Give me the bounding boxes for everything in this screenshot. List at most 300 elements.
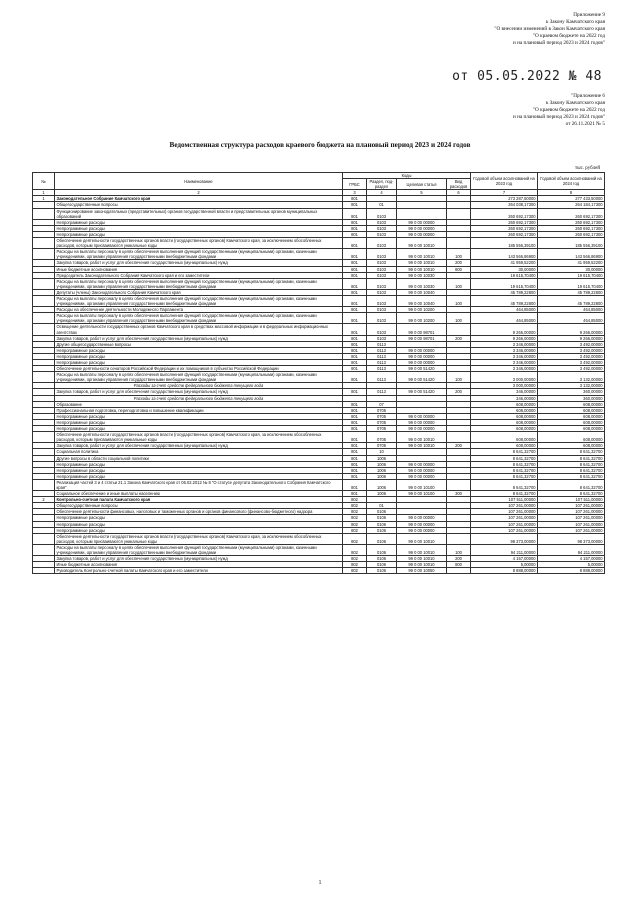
header-name: Наименование [55, 173, 343, 190]
row-target: 99 0 00 10010 [397, 260, 447, 266]
row-name: Обеспечение деятельности сенаторов Российской Федерации и их помощников в субъектах Российской Федерации [55, 366, 343, 372]
row-amount-2024: 260 692,17300 [538, 225, 605, 231]
row-name: Социальная политика [55, 449, 343, 455]
row-grbs: 801 [343, 238, 367, 249]
appendix-line: "О краевом бюджете на 2022 год [532, 33, 605, 39]
row-amount-2024: 8 888,00000 [538, 568, 605, 574]
row-grbs: 801 [343, 307, 367, 313]
row-grbs: 801 [343, 467, 367, 473]
row-name: Непрограммные расходы [55, 413, 343, 419]
row-name: Расходы за счет средств федерального бюджета текущего года [55, 383, 343, 389]
row-amount-2024: 185 556,39100 [538, 238, 605, 249]
row-name: Непрограммные расходы [55, 231, 343, 237]
row-section: 0103 [367, 208, 397, 219]
row-amount-2023: 185 556,39100 [471, 238, 538, 249]
row-grbs: 801 [343, 389, 367, 395]
row-target: 99 0 00 10010 [397, 544, 447, 555]
row-grbs: 801 [343, 202, 367, 208]
row-exptype: 200 [447, 260, 471, 266]
row-exptype: 200 [447, 443, 471, 449]
row-section: 0106 [367, 515, 397, 521]
row-target: 99 0 00 00000 [397, 219, 447, 225]
row-section: 0106 [367, 533, 397, 544]
row-name: Закупка товаров, работ и услуг для обеспечения государственных (муниципальных) нужд [55, 335, 343, 341]
row-amount-2023: 346,00000 [471, 395, 538, 401]
row-section: 0106 [367, 556, 397, 562]
row-section: 0113 [367, 360, 397, 366]
row-name: Функционирование законодательных (представительных) органов государственной власти и представительных органов муниципальных образований [55, 208, 343, 219]
row-section: 0103 [367, 249, 397, 260]
header-target: Целевая статья [397, 179, 447, 190]
appendix-9-header [494, 12, 605, 47]
row-grbs: 802 [343, 556, 367, 562]
row-amount-2023: 3 346,00000 [471, 360, 538, 366]
row-number [33, 479, 55, 490]
row-amount-2023: 9 266,00000 [471, 335, 538, 341]
row-grbs: 802 [343, 515, 367, 521]
row-name: Обеспечение деятельности государственных органов власти (государственных органов) Камчатского края, за исключением обособленных расходов, которым присваиваются уникальные коды [55, 432, 343, 443]
column-number: 3 [343, 190, 367, 196]
appendix-line: и на плановый период 2023 и 2024 годов" [513, 40, 605, 46]
row-name: Расходы на обеспечение деятельности Молодежного Парламента [55, 307, 343, 313]
row-grbs: 802 [343, 527, 367, 533]
row-amount-2023: 98 373,00000 [471, 533, 538, 544]
row-amount-2024: 260 692,17300 [538, 231, 605, 237]
table-row [33, 432, 605, 443]
row-name: Непрограммные расходы [55, 353, 343, 359]
row-amount-2024: 45 789,22800 [538, 295, 605, 306]
row-grbs: 802 [343, 568, 367, 574]
row-section: 0103 [367, 272, 397, 278]
row-exptype [447, 238, 471, 249]
row-amount-2024: 19 615,70400 [538, 272, 605, 278]
row-amount-2023: 8 641,32700 [471, 455, 538, 461]
row-grbs: 802 [343, 544, 367, 555]
row-amount-2023: 264 038,17300 [471, 202, 538, 208]
row-amount-2023: 3 346,00000 [471, 366, 538, 372]
row-target: 99 0 00 00000 [397, 461, 447, 467]
row-target: 99 0 00 10040 [397, 289, 447, 295]
row-section: 0705 [367, 432, 397, 443]
header-codes: Коды [343, 173, 471, 179]
row-amount-2024: 260 692,17300 [538, 219, 605, 225]
row-amount-2024: 9 266,00000 [538, 335, 605, 341]
row-number [33, 372, 55, 383]
row-target: 99 0 00 98701 [397, 324, 447, 335]
row-section: 1006 [367, 479, 397, 490]
row-section: 0106 [367, 527, 397, 533]
appendix-line: Приложение 9 [573, 12, 605, 18]
row-grbs: 801 [343, 278, 367, 289]
row-section: 0103 [367, 219, 397, 225]
row-amount-2023: 107 261,00000 [471, 521, 538, 527]
row-amount-2023: 9 266,00000 [471, 324, 538, 335]
row-amount-2024: 608,00000 [538, 426, 605, 432]
row-target: 99 0 00 51420 [397, 372, 447, 383]
row-amount-2023: 8 641,32700 [471, 449, 538, 455]
row-grbs: 801 [343, 426, 367, 432]
row-number [33, 295, 55, 306]
table-row [33, 568, 605, 574]
row-amount-2024: 30,00000 [538, 266, 605, 272]
appendix-6-header [513, 93, 605, 128]
row-section: 0113 [367, 353, 397, 359]
table-row [33, 238, 605, 249]
row-name: Обеспечение деятельности финансовых, налоговых и таможенных органов и органов финансового (финансово-бюджетного) надзора [55, 509, 343, 515]
row-amount-2024: 9 266,00000 [538, 324, 605, 335]
row-name: Расходы на выплаты персоналу в целях обеспечения выполнения функций государственными (муниципальными) органами, казенными учреждениями, органами управления государственными внебюджетными фондами [55, 295, 343, 306]
table-body [33, 196, 605, 574]
row-target: 99 0 00 10040 [397, 295, 447, 306]
row-section: 0103 [367, 231, 397, 237]
row-amount-2023: 30,00000 [471, 266, 538, 272]
header-2023: Годовой объем ассигнований на 2023 год [471, 173, 538, 190]
row-section: 0113 [367, 341, 397, 347]
row-section: 0103 [367, 278, 397, 289]
row-exptype [447, 208, 471, 219]
row-amount-2023: 608,00000 [471, 419, 538, 425]
row-amount-2023: 107 511,00000 [471, 497, 538, 503]
row-amount-2023: 3 000,00000 [471, 372, 538, 383]
row-grbs: 801 [343, 313, 367, 324]
row-target: 99 0 00 00000 [397, 413, 447, 419]
row-grbs: 801 [343, 491, 367, 497]
row-number [33, 544, 55, 555]
row-amount-2023: 8 641,32700 [471, 491, 538, 497]
appendix-line: от 26.11.2021 № 5 [565, 121, 605, 127]
table-row [33, 278, 605, 289]
row-target: 99 0 00 00000 [397, 347, 447, 353]
row-section: 0113 [367, 366, 397, 372]
row-amount-2023: 19 615,70400 [471, 272, 538, 278]
appendix-line: "О внесении изменений в Закон Камчатского края [494, 26, 605, 32]
row-amount-2024: 45 789,22800 [538, 289, 605, 295]
row-target: 99 0 00 10010 [397, 533, 447, 544]
row-amount-2024: 264 184,17300 [538, 202, 605, 208]
row-amount-2023: 5,00000 [471, 562, 538, 568]
row-section: 0106 [367, 568, 397, 574]
row-exptype [447, 568, 471, 574]
column-number: 2 [55, 190, 343, 196]
row-name: Непрограммные расходы [55, 360, 343, 366]
row-name: Непрограммные расходы [55, 467, 343, 473]
row-amount-2023: 4 157,00000 [471, 556, 538, 562]
row-grbs: 801 [343, 407, 367, 413]
row-amount-2024: 464,85000 [538, 307, 605, 313]
row-exptype: 100 [447, 544, 471, 555]
table-row [33, 324, 605, 335]
row-grbs: 801 [343, 401, 367, 407]
row-name: Непрограммные расходы [55, 473, 343, 479]
row-name: Руководитель Контрольно-счетной палаты Камчатского края и его заместители [55, 568, 343, 574]
row-amount-2024: 3 492,00000 [538, 366, 605, 372]
row-name: Закупка товаров, работ и услуг для обеспечения государственных (муниципальных) нужд [55, 260, 343, 266]
row-target: 99 0 00 10010 [397, 266, 447, 272]
row-amount-2024: 8 641,32700 [538, 461, 605, 467]
row-grbs: 801 [343, 419, 367, 425]
row-amount-2024: 19 615,70400 [538, 278, 605, 289]
row-name: Расходы на выплаты персоналу в целях обеспечения выполнения функций государственными (муниципальными) органами, казенными учреждениями, органами управления государственными внебюджетными фондами [55, 313, 343, 324]
row-grbs: 801 [343, 260, 367, 266]
column-number: 8 [538, 190, 605, 196]
row-amount-2024: 8 641,32700 [538, 491, 605, 497]
row-target: 99 0 00 10030 [397, 278, 447, 289]
row-number [33, 208, 55, 219]
row-section: 0106 [367, 509, 397, 515]
row-amount-2023: 608,00000 [471, 443, 538, 449]
row-amount-2024: 4 157,00000 [538, 556, 605, 562]
row-name: Реализация частей 3 и 4 статьи 21.1 Закона Камчатского края от 06.02.2012 № 8 "О статусе депутата Законодательного Собрания Камчатского края" [55, 479, 343, 490]
row-grbs: 801 [343, 249, 367, 260]
row-exptype [447, 324, 471, 335]
row-name: Обеспечение деятельности государственных органов власти (государственных органов) Камчатского края, за исключением обособленных расходов, которым присваиваются уникальные коды [55, 238, 343, 249]
row-name: Контрольно-счетная палата Камчатского края [55, 497, 343, 503]
row-exptype [447, 432, 471, 443]
row-grbs: 801 [343, 272, 367, 278]
row-amount-2023: 8 641,32700 [471, 461, 538, 467]
row-section: 1006 [367, 467, 397, 473]
row-name: Общегосударственные вопросы [55, 202, 343, 208]
row-amount-2024: 608,00000 [538, 432, 605, 443]
row-name: Другие вопросы в области социальной политики [55, 455, 343, 461]
units-label: тыс. рублей [575, 166, 600, 171]
row-target: 99 0 00 10010 [397, 238, 447, 249]
row-target: 99 0 00 10010 [397, 562, 447, 568]
row-amount-2023: 608,00000 [471, 401, 538, 407]
row-grbs: 801 [343, 360, 367, 366]
row-grbs: 801 [343, 295, 367, 306]
row-name: Непрограммные расходы [55, 347, 343, 353]
row-amount-2023: 8 641,32700 [471, 479, 538, 490]
row-grbs: 801 [343, 353, 367, 359]
row-target: 99 0 00 00000 [397, 521, 447, 527]
table-row [33, 533, 605, 544]
row-name: Иные бюджетные ассигнования [55, 562, 343, 568]
row-name: Расходы на выплаты персоналу в целях обеспечения выполнения функций государственными (муниципальными) органами, казенными учреждениями, органами управления государственными внебюджетными фондами [55, 249, 343, 260]
row-amount-2023: 8 888,00000 [471, 568, 538, 574]
table-row [33, 479, 605, 490]
row-section: 01 [367, 202, 397, 208]
row-amount-2024: 260 692,17300 [538, 208, 605, 219]
row-exptype [447, 479, 471, 490]
row-target: 99 0 00 10100 [397, 479, 447, 490]
row-amount-2023: 3 000,00000 [471, 383, 538, 389]
row-amount-2024: 360,00000 [538, 389, 605, 395]
row-target: 99 0 00 10100 [397, 491, 447, 497]
row-number [33, 324, 55, 335]
column-number: 7 [471, 190, 538, 196]
row-name: Непрограммные расходы [55, 419, 343, 425]
row-target: 99 0 00 98701 [397, 335, 447, 341]
row-section: 0103 [367, 313, 397, 324]
row-name: Непрограммные расходы [55, 461, 343, 467]
header-grbs: ГРБС [343, 179, 367, 190]
row-target: 99 0 00 10010 [397, 249, 447, 260]
row-section: 0113 [367, 389, 397, 395]
row-amount-2024: 608,00000 [538, 407, 605, 413]
row-name: Закупка товаров, работ и услуг для обеспечения государственных (муниципальных) нужд [55, 389, 343, 395]
row-grbs: 801 [343, 266, 367, 272]
row-target: 99 0 00 10010 [397, 556, 447, 562]
column-number: 4 [367, 190, 397, 196]
row-amount-2024: 608,00000 [538, 401, 605, 407]
row-amount-2023: 19 615,70400 [471, 278, 538, 289]
row-amount-2023: 273 287,50000 [471, 196, 538, 202]
table-row [33, 249, 605, 260]
row-section: 0113 [367, 372, 397, 383]
expenditure-table [32, 172, 605, 574]
row-exptype: 800 [447, 266, 471, 272]
row-amount-2024: 8 641,32700 [538, 473, 605, 479]
row-number: 2 [33, 497, 55, 503]
row-exptype: 100 [447, 295, 471, 306]
row-amount-2024: 8 641,32700 [538, 467, 605, 473]
row-target: 99 0 00 10200 [397, 313, 447, 324]
row-amount-2024: 107 261,00000 [538, 527, 605, 533]
row-target: 99 0 00 00000 [397, 360, 447, 366]
row-amount-2023: 143 566,86900 [471, 249, 538, 260]
table-row [33, 295, 605, 306]
row-number [33, 432, 55, 443]
row-name: Обеспечение деятельности государственных органов власти (государственных органов) Камчатского края, за исключением обособленных расходов, которым присваиваются уникальные коды [55, 533, 343, 544]
row-target: 99 0 00 00000 [397, 473, 447, 479]
row-target: 99 0 00 00000 [397, 527, 447, 533]
row-amount-2024: 3 132,00000 [538, 372, 605, 383]
row-section: 0705 [367, 443, 397, 449]
row-amount-2024: 98 373,00000 [538, 533, 605, 544]
row-name: Расходы на выплаты персоналу в целях обеспечения выполнения функций государственными (муниципальными) органами, казенными учреждениями, органами управления государственными внебюджетными фондами [55, 278, 343, 289]
row-amount-2024: 608,00000 [538, 443, 605, 449]
row-amount-2023: 107 261,00000 [471, 527, 538, 533]
row-target: 99 0 00 10050 [397, 568, 447, 574]
row-grbs: 801 [343, 208, 367, 219]
row-name: Профессиональная подготовка, переподготовка и повышение квалификации [55, 407, 343, 413]
row-section: 07 [367, 401, 397, 407]
row-section: 0103 [367, 266, 397, 272]
row-section: 0705 [367, 413, 397, 419]
row-amount-2023: 41 959,52200 [471, 260, 538, 266]
row-grbs: 801 [343, 225, 367, 231]
row-exptype: 100 [447, 249, 471, 260]
row-amount-2023: 260 692,17300 [471, 219, 538, 225]
row-target: 99 0 00 10030 [397, 272, 447, 278]
row-name: Депутаты (члены) Законодательного Собрания Камчатского края [55, 289, 343, 295]
row-amount-2024: 608,00000 [538, 419, 605, 425]
row-amount-2023: 8 641,32700 [471, 467, 538, 473]
row-exptype: 200 [447, 389, 471, 395]
appendix-line: к Закону Камчатского края [545, 19, 605, 25]
table-row [33, 208, 605, 219]
row-amount-2023: 464,85000 [471, 307, 538, 313]
row-amount-2024: 8 641,32700 [538, 449, 605, 455]
row-grbs: 801 [343, 219, 367, 225]
row-section: 0106 [367, 562, 397, 568]
row-grbs: 801 [343, 372, 367, 383]
appendix-line: "О краевом бюджете на 2022 год [532, 107, 605, 113]
row-name: Законодательное Собрание Камчатского края [55, 196, 343, 202]
row-grbs: 802 [343, 521, 367, 527]
appendix-line: к Закону Камчатского края [545, 100, 605, 106]
row-amount-2024: 8 641,32700 [538, 455, 605, 461]
date-stamp: от 05.05.2022 № 48 [452, 69, 602, 84]
row-exptype: 300 [447, 491, 471, 497]
column-number: 6 [447, 190, 471, 196]
row-amount-2023: 3 346,00000 [471, 341, 538, 347]
row-section: 0103 [367, 225, 397, 231]
row-section: 1006 [367, 461, 397, 467]
page-number: 1 [318, 880, 322, 886]
row-grbs: 801 [343, 347, 367, 353]
row-amount-2023: 8 641,32700 [471, 473, 538, 479]
row-section: 1006 [367, 473, 397, 479]
row-amount-2024: 107 261,00000 [538, 515, 605, 521]
row-number: 1 [33, 196, 55, 202]
document-title: Ведомственная структура расходов краевого бюджета на плановый период 2023 и 2024 годов [169, 141, 471, 149]
row-target: 99 0 00 00000 [397, 353, 447, 359]
row-name: Непрограммные расходы [55, 521, 343, 527]
column-number: 1 [33, 190, 55, 196]
row-amount-2024: 143 566,86900 [538, 249, 605, 260]
row-exptype [447, 533, 471, 544]
row-grbs: 801 [343, 231, 367, 237]
row-grbs: 801 [343, 413, 367, 419]
row-target: 99 0 00 00000 [397, 515, 447, 521]
row-section: 0705 [367, 407, 397, 413]
row-target: 99 0 00 00000 [397, 225, 447, 231]
row-amount-2024: 360,00000 [538, 395, 605, 401]
table-row [33, 313, 605, 324]
row-grbs: 801 [343, 289, 367, 295]
row-amount-2023: 107 261,00000 [471, 515, 538, 521]
row-amount-2023: 260 692,17300 [471, 225, 538, 231]
row-amount-2023: 107 261,00000 [471, 503, 538, 509]
row-grbs: 801 [343, 449, 367, 455]
row-grbs: 801 [343, 335, 367, 341]
row-grbs: 801 [343, 196, 367, 202]
row-exptype: 100 [447, 313, 471, 324]
header-section: Раздел, под-раздел [367, 179, 397, 190]
row-number [33, 249, 55, 260]
row-grbs: 801 [343, 324, 367, 335]
row-amount-2024: 464,85000 [538, 313, 605, 324]
row-number [33, 533, 55, 544]
row-exptype: 100 [447, 372, 471, 383]
row-grbs: 801 [343, 443, 367, 449]
row-name: Освещение деятельности государственных органов Камчатского края в средствах массовой информации и в федеральных информационных агентствах [55, 324, 343, 335]
appendix-line: и на плановый период 2023 и 2024 годов" [513, 114, 605, 120]
row-section: 0106 [367, 521, 397, 527]
row-name: Закупка товаров, работ и услуг для обеспечения государственных (муниципальных) нужд [55, 443, 343, 449]
row-amount-2023: 608,00000 [471, 413, 538, 419]
row-amount-2024: 107 261,00000 [538, 509, 605, 515]
row-section: 0705 [367, 419, 397, 425]
row-name: Расходы на выплаты персоналу в целях обеспечения выполнения функций государственными (муниципальными) органами, казенными учреждениями, органами управления государственными внебюджетными фондами [55, 544, 343, 555]
row-target: 99 0 00 00000 [397, 426, 447, 432]
row-amount-2023: 94 211,00000 [471, 544, 538, 555]
row-amount-2023: 608,00000 [471, 426, 538, 432]
row-amount-2023: 260 692,17300 [471, 231, 538, 237]
row-amount-2024: 3 492,00000 [538, 360, 605, 366]
row-grbs: 801 [343, 473, 367, 479]
row-section: 0103 [367, 238, 397, 249]
row-exptype: 800 [447, 562, 471, 568]
row-amount-2023: 45 789,22800 [471, 289, 538, 295]
appendix-line: "Приложение 6 [571, 93, 605, 99]
row-grbs: 802 [343, 509, 367, 515]
row-grbs: 802 [343, 497, 367, 503]
row-amount-2024: 277 433,50000 [538, 196, 605, 202]
header-exptype: Вид расходов [447, 179, 471, 190]
